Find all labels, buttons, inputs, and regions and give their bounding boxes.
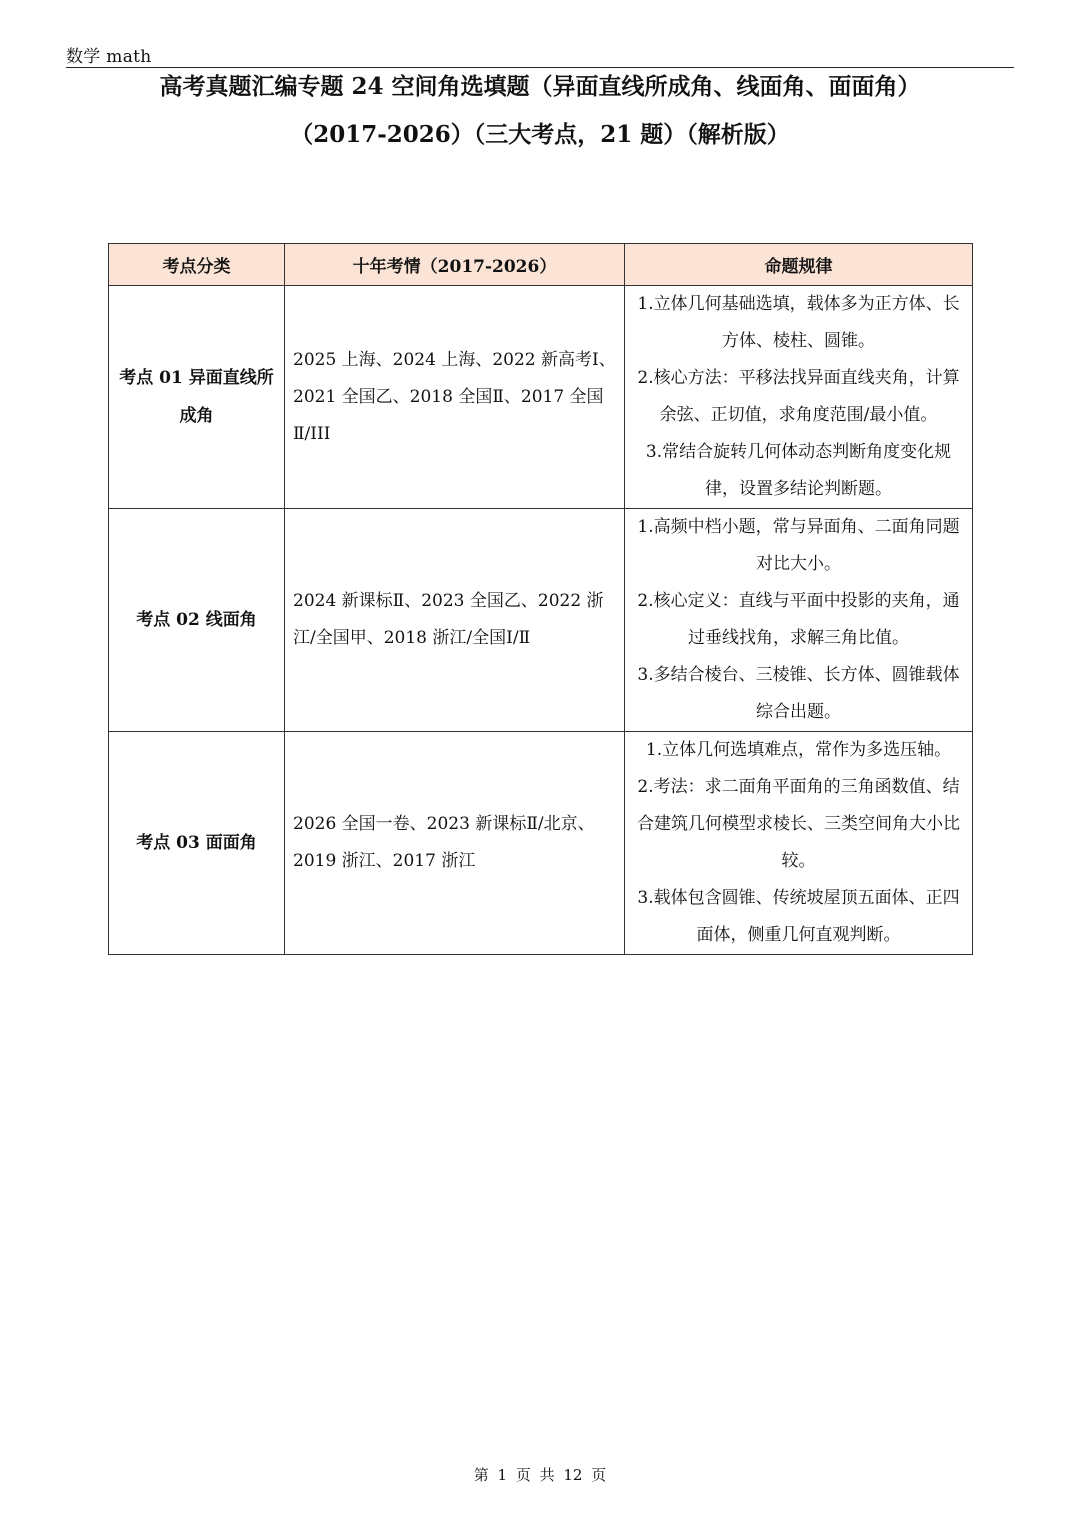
exam-years-cell: 2024 新课标Ⅱ、2023 全国乙、2022 浙江/全国甲、2018 浙江/全国Ⅰ/Ⅱ (285, 509, 625, 732)
rule-item: 3.常结合旋转几何体动态判断角度变化规律，设置多结论判断题。 (645, 442, 952, 499)
exam-years-cell: 2025 上海、2024 上海、2022 新高考Ⅰ、2021 全国乙、2018 全国Ⅱ、2017 全国Ⅱ/III (285, 286, 625, 509)
question-rules-cell (625, 509, 973, 732)
rule-item: 1.立体几何选填难点，常作为多选压轴。 (645, 740, 952, 760)
rule-item: 3.载体包含圆锥、传统坡屋顶五面体、正四面体，侧重几何直观判断。 (637, 888, 960, 945)
document-title-line-2: （2017-2026）（三大考点，21 题）（解析版） (290, 121, 790, 148)
table-row (109, 732, 973, 955)
topic-category-cell: 考点 03 面面角 (109, 732, 285, 955)
column-header-years: 十年考情（2017-2026） (285, 244, 625, 286)
rule-item: 2.核心定义：直线与平面中投影的夹角，通过垂线找角，求解三角比值。 (637, 591, 960, 648)
page-number-footer: 第 1 页 共 12 页 (473, 1466, 607, 1484)
rule-item: 2.核心方法：平移法找异面直线夹角，计算余弦、正切值，求角度范围/最小值。 (637, 368, 960, 425)
exam-years-cell: 2026 全国一卷、2023 新课标Ⅱ/北京、2019 浙江、2017 浙江 (285, 732, 625, 955)
question-rules-cell (625, 286, 973, 509)
topic-category-cell: 考点 02 线面角 (109, 509, 285, 732)
question-rules-cell (625, 732, 973, 955)
rule-item: 3.多结合棱台、三棱锥、长方体、圆锥载体综合出题。 (637, 665, 960, 722)
column-header-rules: 命题规律 (625, 244, 973, 286)
table-row (109, 509, 973, 732)
topic-category-cell: 考点 01 异面直线所成角 (109, 286, 285, 509)
running-header: 数学 math (66, 47, 152, 67)
rule-item: 1.立体几何基础选填，载体多为正方体、长方体、棱柱、圆锥。 (637, 294, 960, 351)
document-title-line-1: 高考真题汇编专题 24 空间角选填题（异面直线所成角、线面角、面面角） (159, 73, 921, 100)
table-header-row (109, 244, 973, 286)
table-row (109, 286, 973, 509)
column-header-category: 考点分类 (109, 244, 285, 286)
topic-summary-table (108, 243, 973, 955)
header-rule (66, 67, 1014, 68)
rule-item: 1.高频中档小题，常与异面角、二面角同题对比大小。 (637, 517, 960, 574)
rule-item: 2.考法：求二面角平面角的三角函数值、结合建筑几何模型求棱长、三类空间角大小比较。 (637, 777, 960, 871)
